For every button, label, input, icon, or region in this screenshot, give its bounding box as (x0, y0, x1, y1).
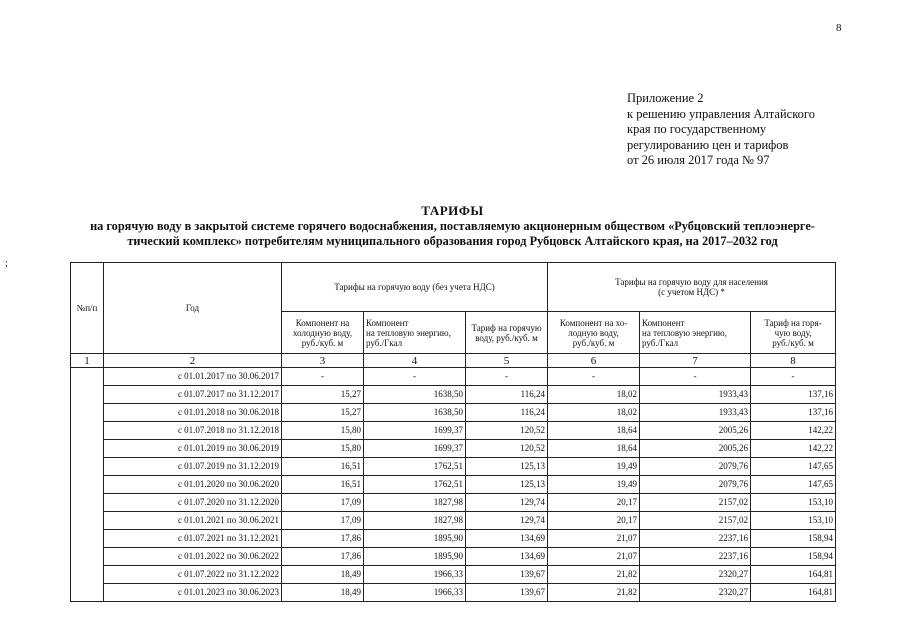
population-heat-energy-component-cell: 2005,26 (640, 422, 751, 440)
hot-water-tariff-cell: 116,24 (466, 386, 548, 404)
population-heat-energy-component-cell: 2320,27 (640, 566, 751, 584)
column-number: 1 (71, 354, 104, 368)
population-cold-water-component-cell: 19,49 (548, 476, 640, 494)
cold-water-component-cell: 15,27 (282, 386, 364, 404)
hot-water-tariff-cell: 139,67 (466, 584, 548, 602)
margin-mark: ; (5, 258, 8, 269)
column-number: 5 (466, 354, 548, 368)
header-group-population-line1: Тарифы на горячую воду для населения (615, 277, 768, 287)
document-subtitle (40, 219, 865, 249)
column-number: 2 (104, 354, 282, 368)
population-heat-energy-component-cell: 2237,16 (640, 548, 751, 566)
document-title: ТАРИФЫ (421, 203, 484, 218)
header-group-without-vat: Тарифы на горячую воду (без учета НДС) (282, 263, 548, 312)
population-cold-water-component-cell: 18,02 (548, 404, 640, 422)
heat-energy-component-cell: 1699,37 (364, 440, 466, 458)
hot-water-tariff-cell: 125,13 (466, 458, 548, 476)
period-cell: с 01.07.2020 по 31.12.2020 (104, 494, 282, 512)
population-heat-energy-component-cell: 2237,16 (640, 530, 751, 548)
table-row (71, 368, 836, 386)
population-cold-water-component-cell: 18,64 (548, 440, 640, 458)
period-cell: с 01.01.2022 по 30.06.2022 (104, 548, 282, 566)
population-heat-energy-component-cell: 1933,43 (640, 404, 751, 422)
header-col7-line1: Компонент (642, 317, 685, 328)
header-col3-line1: Компонент на (295, 317, 350, 328)
tariffs-table (70, 262, 836, 602)
period-cell: с 01.01.2019 по 30.06.2019 (104, 440, 282, 458)
population-hot-water-tariff-cell: 153,10 (751, 494, 836, 512)
header-col3 (282, 312, 364, 354)
column-number: 3 (282, 354, 364, 368)
population-hot-water-tariff-cell: 158,94 (751, 530, 836, 548)
cold-water-component-cell: 16,51 (282, 476, 364, 494)
appendix-line: к решению управления Алтайского (627, 106, 815, 121)
population-hot-water-tariff-cell: 164,81 (751, 566, 836, 584)
column-number-row (71, 354, 836, 368)
table-row (71, 530, 836, 548)
header-col3-line2: холодную воду, (293, 327, 352, 338)
cold-water-component-cell: 15,80 (282, 422, 364, 440)
hot-water-tariff-cell: 139,67 (466, 566, 548, 584)
population-heat-energy-component-cell: 2079,76 (640, 458, 751, 476)
row-number-cell (71, 368, 104, 602)
population-cold-water-component-cell: - (548, 368, 640, 386)
population-hot-water-tariff-cell: 137,16 (751, 386, 836, 404)
period-cell: с 01.01.2017 по 30.06.2017 (104, 368, 282, 386)
period-cell: с 01.07.2022 по 31.12.2022 (104, 566, 282, 584)
cold-water-component-cell: 16,51 (282, 458, 364, 476)
period-cell: с 01.01.2018 по 30.06.2018 (104, 404, 282, 422)
population-cold-water-component-cell: 21,07 (548, 548, 640, 566)
table-row (71, 458, 836, 476)
cold-water-component-cell: 18,49 (282, 584, 364, 602)
heat-energy-component-cell: 1699,37 (364, 422, 466, 440)
heat-energy-component-cell: 1827,98 (364, 494, 466, 512)
header-col5-line2: воду, руб./куб. м (475, 332, 538, 343)
appendix-line: Приложение 2 (627, 91, 704, 105)
table-row (71, 404, 836, 422)
page-number: 8 (836, 22, 842, 34)
cold-water-component-cell: 17,09 (282, 512, 364, 530)
period-cell: с 01.01.2021 по 30.06.2021 (104, 512, 282, 530)
population-hot-water-tariff-cell: 164,81 (751, 584, 836, 602)
table-row (71, 566, 836, 584)
table-row (71, 476, 836, 494)
table-row (71, 386, 836, 404)
header-col7-line3: руб./Гкал (642, 337, 679, 348)
subtitle-line-2: тический комплекс» потребителям муниципального образования город Рубцовск Алтайского края, на 2017–2032 год (127, 234, 778, 248)
header-col5 (466, 312, 548, 354)
subtitle-line-1: на горячую воду в закрытой системе горячего водоснабжения, поставляемую акционерным обществом «Рубцовский теплоэнерге- (90, 219, 815, 233)
population-hot-water-tariff-cell: 158,94 (751, 548, 836, 566)
population-hot-water-tariff-cell: 142,22 (751, 440, 836, 458)
population-heat-energy-component-cell: 2005,26 (640, 440, 751, 458)
header-col7 (640, 312, 751, 354)
header-group-population-line2: (с учетом НДС) * (658, 287, 725, 297)
table-row (71, 548, 836, 566)
cold-water-component-cell: - (282, 368, 364, 386)
hot-water-tariff-cell: - (466, 368, 548, 386)
header-year: Год (104, 263, 282, 354)
population-cold-water-component-cell: 20,17 (548, 512, 640, 530)
column-number: 6 (548, 354, 640, 368)
table-row (71, 494, 836, 512)
header-col8-line1: Тариф на горя- (764, 317, 822, 328)
population-cold-water-component-cell: 18,02 (548, 386, 640, 404)
heat-energy-component-cell: 1638,50 (364, 386, 466, 404)
heat-energy-component-cell: 1966,33 (364, 584, 466, 602)
heat-energy-component-cell: 1895,90 (364, 530, 466, 548)
population-hot-water-tariff-cell: 137,16 (751, 404, 836, 422)
hot-water-tariff-cell: 134,69 (466, 530, 548, 548)
hot-water-tariff-cell: 116,24 (466, 404, 548, 422)
appendix-line: края по государственному (627, 122, 767, 136)
period-cell: с 01.07.2018 по 31.12.2018 (104, 422, 282, 440)
heat-energy-component-cell: - (364, 368, 466, 386)
hot-water-tariff-cell: 134,69 (466, 548, 548, 566)
header-col4 (364, 312, 466, 354)
cold-water-component-cell: 17,09 (282, 494, 364, 512)
header-group-population (548, 263, 836, 312)
heat-energy-component-cell: 1966,33 (364, 566, 466, 584)
appendix-block (627, 91, 815, 169)
population-hot-water-tariff-cell: - (751, 368, 836, 386)
cold-water-component-cell: 18,49 (282, 566, 364, 584)
header-col5-line1: Тариф на горячую (471, 322, 542, 333)
heat-energy-component-cell: 1895,90 (364, 548, 466, 566)
cold-water-component-cell: 15,27 (282, 404, 364, 422)
hot-water-tariff-cell: 120,52 (466, 422, 548, 440)
cold-water-component-cell: 17,86 (282, 548, 364, 566)
table-row (71, 512, 836, 530)
table-row (71, 584, 836, 602)
population-cold-water-component-cell: 21,07 (548, 530, 640, 548)
column-number: 7 (640, 354, 751, 368)
hot-water-tariff-cell: 125,13 (466, 476, 548, 494)
header-col6-line1: Компонент на хо- (559, 317, 628, 328)
population-heat-energy-component-cell: 2157,02 (640, 512, 751, 530)
period-cell: с 01.07.2019 по 31.12.2019 (104, 458, 282, 476)
population-heat-energy-component-cell: 2320,27 (640, 584, 751, 602)
header-col8 (751, 312, 836, 354)
table-row (71, 422, 836, 440)
header-col8-line2: чую воду, (774, 327, 812, 338)
hot-water-tariff-cell: 129,74 (466, 494, 548, 512)
population-cold-water-component-cell: 21,82 (548, 584, 640, 602)
header-col6-line3: руб./куб. м (572, 337, 615, 348)
population-hot-water-tariff-cell: 147,65 (751, 476, 836, 494)
cold-water-component-cell: 15,80 (282, 440, 364, 458)
header-col6-line2: лодную воду, (568, 327, 619, 338)
population-cold-water-component-cell: 18,64 (548, 422, 640, 440)
period-cell: с 01.07.2021 по 31.12.2021 (104, 530, 282, 548)
header-col8-line3: руб./куб. м (772, 337, 814, 348)
population-heat-energy-component-cell: 1933,43 (640, 386, 751, 404)
appendix-line: от 26 июля 2017 года № 97 (627, 153, 770, 167)
population-hot-water-tariff-cell: 142,22 (751, 422, 836, 440)
column-number: 8 (751, 354, 836, 368)
column-number: 4 (364, 354, 466, 368)
population-hot-water-tariff-cell: 147,65 (751, 458, 836, 476)
population-heat-energy-component-cell: 2157,02 (640, 494, 751, 512)
population-cold-water-component-cell: 19,49 (548, 458, 640, 476)
hot-water-tariff-cell: 120,52 (466, 440, 548, 458)
heat-energy-component-cell: 1762,51 (364, 458, 466, 476)
population-hot-water-tariff-cell: 153,10 (751, 512, 836, 530)
period-cell: с 01.07.2017 по 31.12.2017 (104, 386, 282, 404)
heat-energy-component-cell: 1638,50 (364, 404, 466, 422)
period-cell: с 01.01.2020 по 30.06.2020 (104, 476, 282, 494)
header-col4-line1: Компонент (366, 317, 409, 328)
header-col4-line2: на тепловую энергию, (366, 327, 451, 338)
hot-water-tariff-cell: 129,74 (466, 512, 548, 530)
header-col6 (548, 312, 640, 354)
population-heat-energy-component-cell: 2079,76 (640, 476, 751, 494)
appendix-line: регулированию цен и тарифов (627, 137, 789, 152)
header-col3-line3: руб./куб. м (301, 337, 344, 348)
heat-energy-component-cell: 1762,51 (364, 476, 466, 494)
cold-water-component-cell: 17,86 (282, 530, 364, 548)
period-cell: с 01.01.2023 по 30.06.2023 (104, 584, 282, 602)
table-row (71, 440, 836, 458)
header-col4-line3: руб./Гкал (366, 337, 403, 348)
header-num: №п/п (71, 263, 104, 354)
heat-energy-component-cell: 1827,98 (364, 512, 466, 530)
population-cold-water-component-cell: 20,17 (548, 494, 640, 512)
header-col7-line2: на тепловую энергию, (642, 327, 727, 338)
population-cold-water-component-cell: 21,82 (548, 566, 640, 584)
population-heat-energy-component-cell: - (640, 368, 751, 386)
